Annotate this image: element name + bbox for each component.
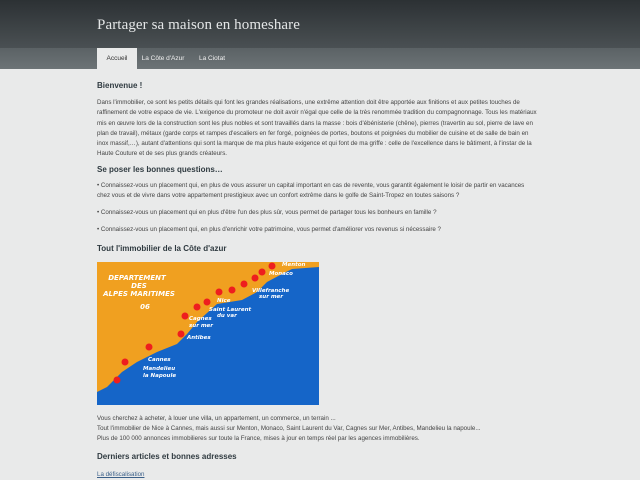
- search-line-2: Tout l'immobilier de Nice à Cannes, mais aussi sur Menton, Monaco, Saint Laurent du Var, Cagnes sur Mer, Antibes, Mandelieu la napoule...: [97, 425, 481, 432]
- question-2: • Connaissez-vous un placement qui en plus d'être l'un des plus sûr, vous permet de partager tous les bonheurs en famille ?: [97, 209, 437, 216]
- city-marker: [229, 287, 236, 294]
- search-line-3: Plus de 100 000 annonces immobilieres sur toute la France, mises à jour en temps réel par les agences immobilières.: [97, 435, 420, 442]
- city-label-cannes: Cannes: [148, 357, 171, 363]
- city-label-nice: Nice: [217, 298, 231, 304]
- immo-heading: Tout l'immobilier de la Côte d'azur: [97, 244, 227, 253]
- intro-paragraph: Dans l'immobilier, ce sont les petits détails qui font les grandes réalisations, une extrême attention doit être apportée aux finitions et aux petites touches de raffinement de votre espace de vie. L'exigence du promoteur ne doit avoir n'égal que celle de la très renommée tradition du compagnonnage. Tous les matériaux mis en œuvre lors de la construction sont les plus nobles et sont travaillés dans la masse : bois d'ébénisterie (chêne), pierres (travertin au sol, pierre de lave en plan de travail), métaux (garde corps et rampes d'escaliers en fer forgé, poignées de portes, boutons et poignées du mobilier de cuisine et de salle de bain en inox massif,…), autant d'attentions qui sont la marque de ma plus haute exigence et qui font de ma griffe : celle de l'excellence dans le bâtiment, à l'instar de la Haute Couture et de ses plus grands créateurs.: [97, 99, 537, 158]
- alpes-maritimes-map: [97, 262, 319, 405]
- city-marker: [241, 281, 248, 288]
- site-header: [0, 0, 640, 48]
- city-marker: [146, 344, 153, 351]
- city-marker: [182, 313, 189, 320]
- main-navigation: [0, 48, 640, 69]
- city-label-villefranche: Villefranche: [252, 288, 290, 294]
- tab-cote-d-azur[interactable]: La Côte d'Azur: [141, 55, 185, 62]
- city-marker: [252, 275, 259, 282]
- city-marker: [114, 377, 121, 384]
- map-title-line2: DES: [131, 282, 147, 290]
- site-title[interactable]: Partager sa maison en homeshare: [97, 17, 301, 33]
- city-label-monaco: Monaco: [269, 271, 293, 277]
- city-marker: [122, 359, 129, 366]
- welcome-heading: Bienvenue !: [97, 81, 143, 90]
- city-marker: [204, 299, 211, 306]
- city-marker: [178, 331, 185, 338]
- map-title-line1: DEPARTEMENT: [108, 274, 166, 282]
- city-label-cagnes: Cagnes: [189, 316, 212, 322]
- city-label-antibes: Antibes: [187, 335, 211, 341]
- city-label-saint-laurent: Saint Laurent: [209, 307, 252, 313]
- question-1: • Connaissez-vous un placement qui, en plus de vous assurer un capital important en cas de revente, vous garantit également le loisir de partir en vacances chez vous et de vivre dans votre appartement prestigieux avec un confort extrême dans le golfe de Saint-Tropez en toutes saisons ?: [97, 182, 525, 200]
- tab-la-ciotat[interactable]: La Ciotat: [198, 55, 226, 62]
- question-3: • Connaissez-vous un placement qui, en plus d'enrichir votre patrimoine, vous permet d'améliorer vos revenus si nécessaire ?: [97, 226, 441, 233]
- questions-heading: Se poser les bonnes questions…: [97, 165, 223, 174]
- city-label-la-napoule: la Napoule: [143, 373, 177, 379]
- city-marker: [259, 269, 266, 276]
- city-label-cagnes-sur-mer: sur mer: [189, 323, 213, 329]
- tab-accueil[interactable]: Accueil: [97, 48, 137, 70]
- city-label-du-var: du var: [217, 313, 237, 319]
- city-label-villefranche-sur-mer: sur mer: [259, 294, 283, 300]
- map-title-line4: 06: [140, 303, 150, 311]
- latest-link-defiscalisation[interactable]: La défiscalisation: [97, 471, 145, 478]
- city-label-mandelieu: Mandelieu: [143, 366, 176, 372]
- city-marker: [269, 263, 276, 270]
- map-title-line3: ALPES MARITIMES: [103, 290, 175, 298]
- city-label-menton: Menton: [282, 262, 306, 268]
- city-marker: [216, 289, 223, 296]
- map-graphic: [97, 262, 319, 405]
- search-line-1: Vous cherchez à acheter, à louer une villa, un appartement, un commerce, un terrain ...: [97, 415, 336, 422]
- latest-heading: Derniers articles et bonnes adresses: [97, 452, 237, 461]
- city-marker: [194, 304, 201, 311]
